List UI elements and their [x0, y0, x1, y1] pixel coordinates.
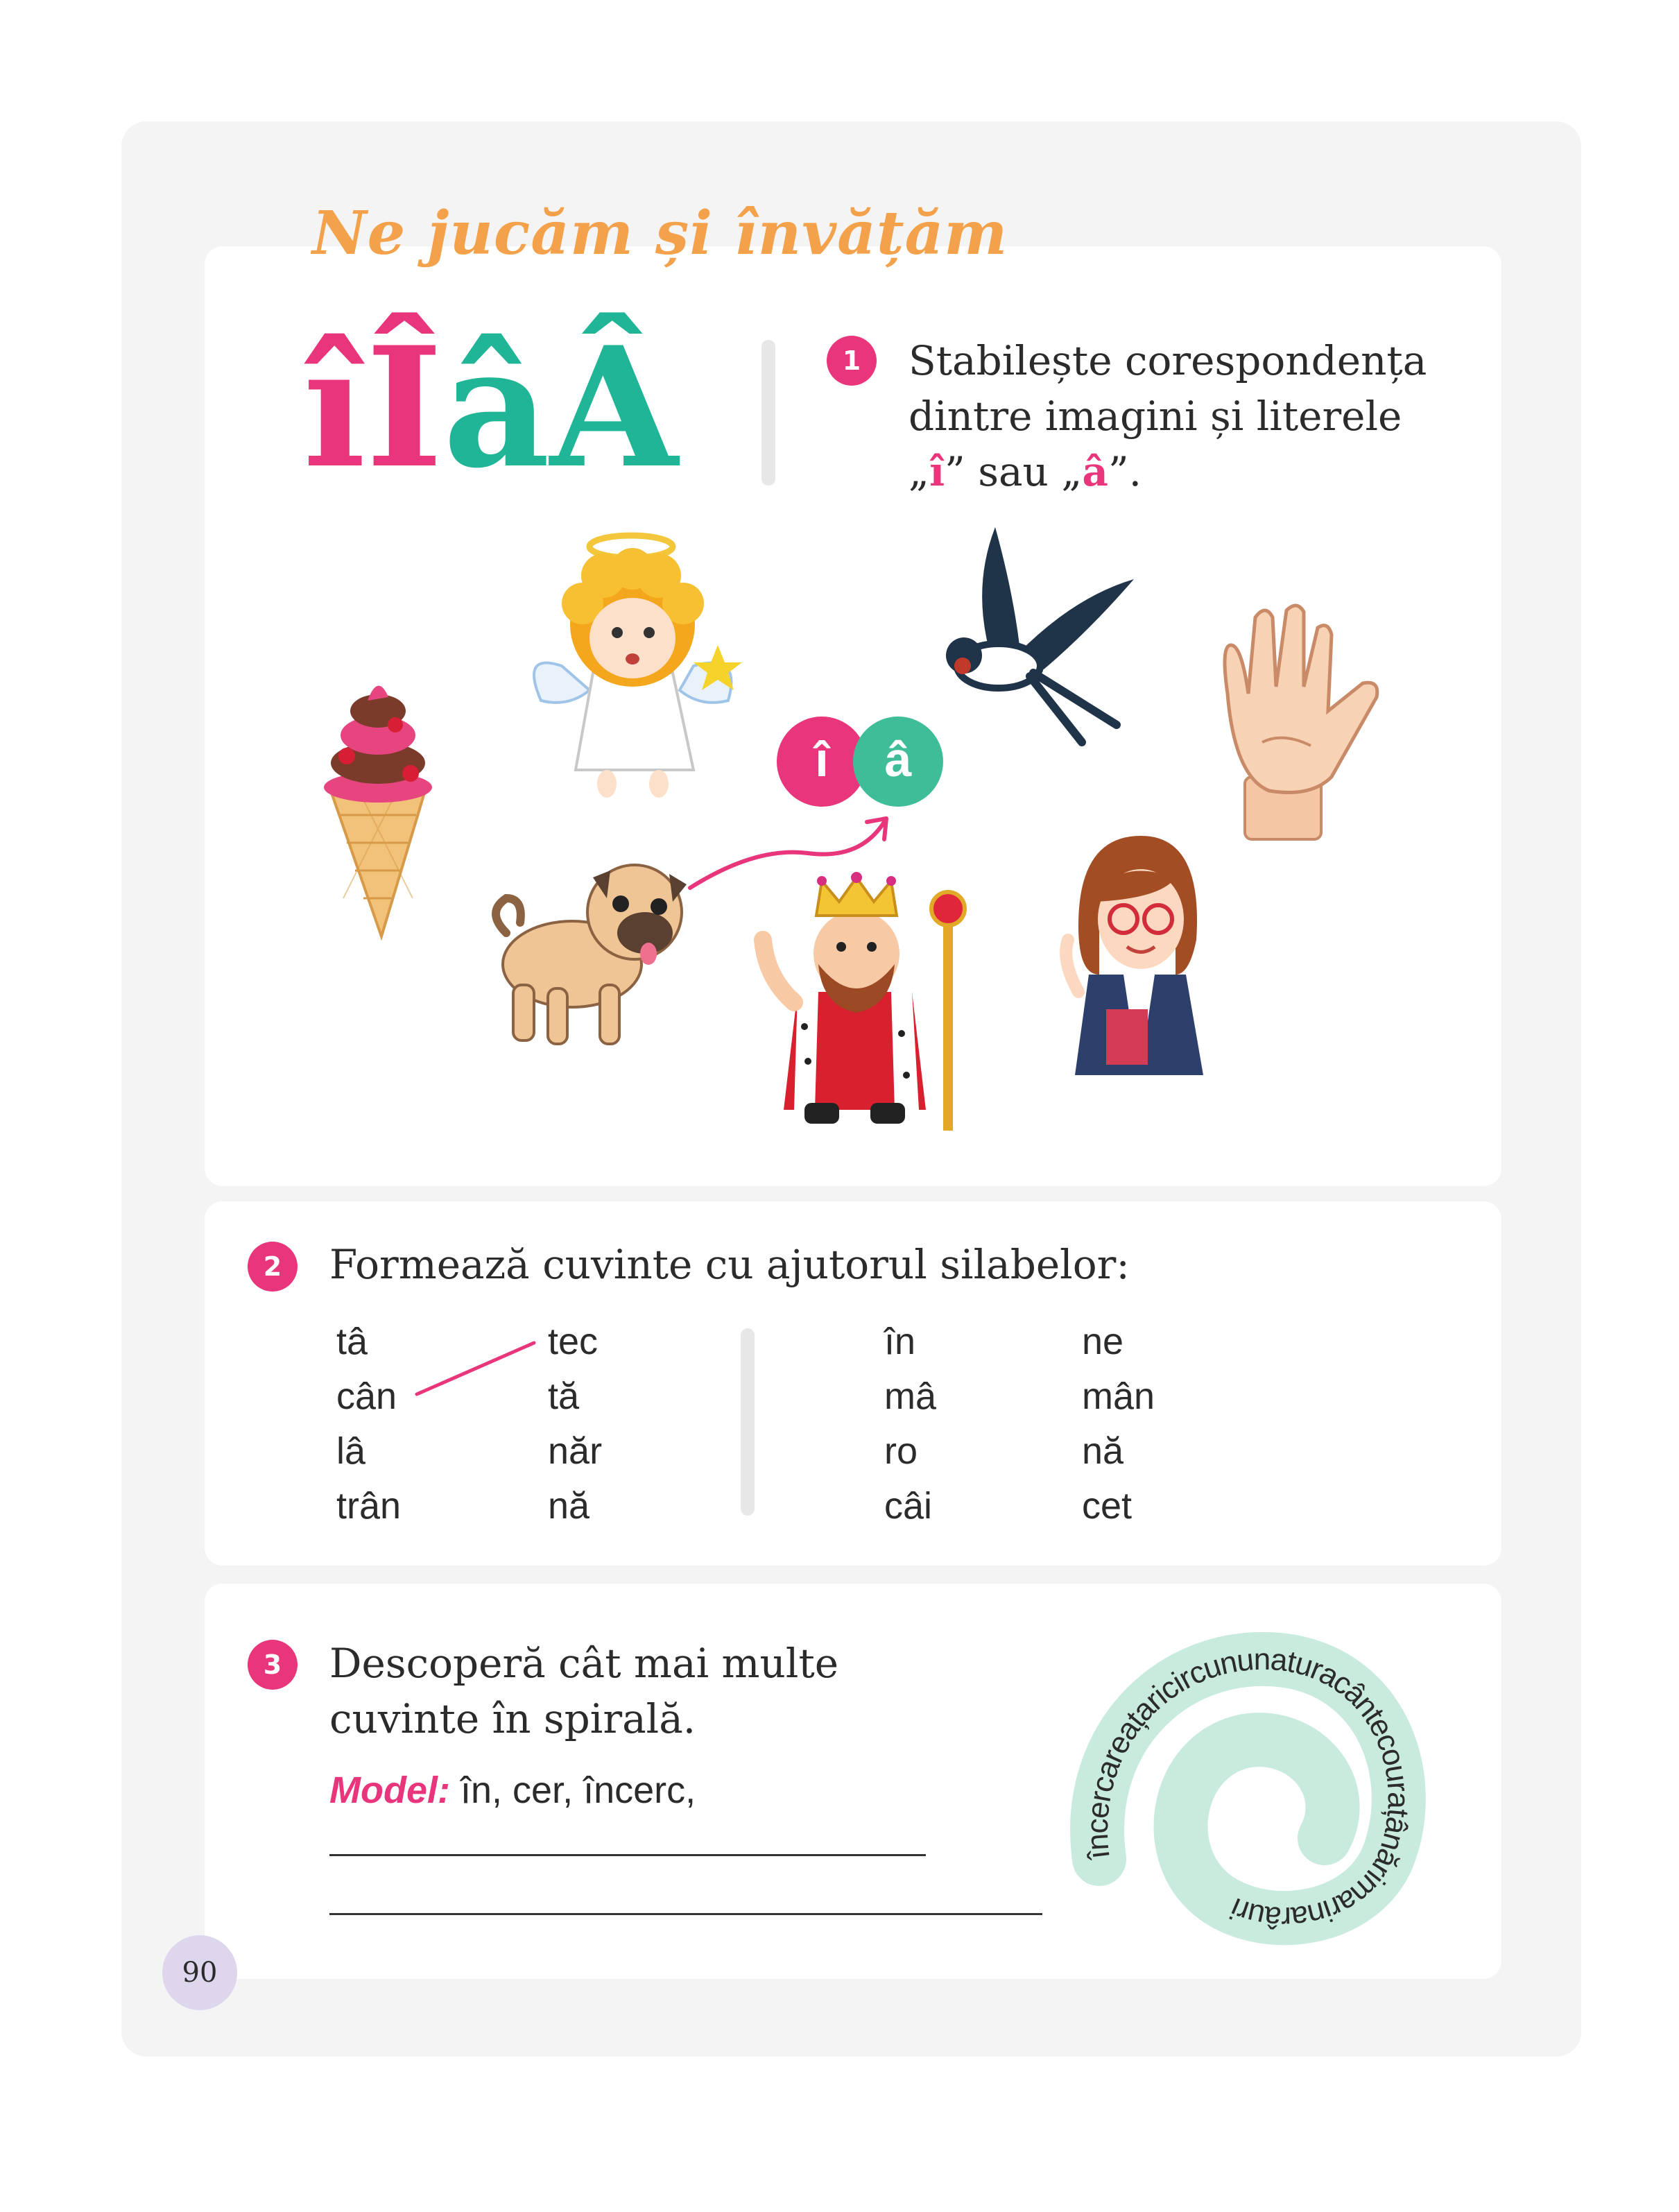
letter-i-capital: Î: [365, 311, 443, 505]
section-title: Ne jucăm și învățăm: [312, 198, 1008, 268]
letter-a-capital: Â: [549, 311, 678, 505]
exercise-2-instruction: Formează cuvinte cu ajutorul silabelor:: [329, 1241, 1130, 1288]
model-label: Model:: [329, 1769, 450, 1811]
exercise-1-instruction: [909, 333, 1427, 499]
highlight-letter-i: î: [929, 448, 945, 495]
model-text: în, cer, încerc,: [449, 1769, 696, 1811]
badge-i[interactable]: î: [777, 717, 867, 807]
syllables-group2-left: [884, 1314, 936, 1534]
ice-cream-icon[interactable]: [319, 676, 437, 940]
syllable[interactable]: tec: [548, 1321, 599, 1362]
exercise-1-line-1: Stabilește corespondența: [909, 337, 1427, 384]
letter-a-small: â: [442, 311, 550, 505]
king-icon[interactable]: [752, 874, 981, 1131]
exercise-1-line-3: [909, 444, 1427, 499]
hand-icon[interactable]: [1207, 603, 1387, 843]
angel-icon[interactable]: [534, 527, 763, 805]
exercise-3-instruction: [329, 1636, 838, 1747]
page-number: 90: [162, 1935, 237, 2010]
syllables-group1-right: [548, 1314, 602, 1534]
syllable[interactable]: tâ: [336, 1321, 368, 1362]
syllables-group1-left: [336, 1314, 401, 1534]
divider: [761, 340, 775, 486]
word-spiral: [1040, 1609, 1429, 1942]
model-example: [329, 1769, 696, 1812]
divider: [741, 1328, 755, 1516]
syllable[interactable]: câi: [884, 1485, 933, 1527]
syllable[interactable]: în: [884, 1321, 916, 1362]
big-letters: [303, 311, 678, 505]
quote-sau: ” sau „: [945, 448, 1083, 495]
exercise-1-line-2: dintre imagini și literele: [909, 393, 1402, 440]
pug-icon[interactable]: [489, 850, 690, 1051]
spiral-text: încercareațaricircununaturacântecourațânărimarinarâuri: [1080, 1642, 1415, 1935]
exercise-3-number: 3: [248, 1640, 298, 1690]
quote-open: „: [909, 448, 930, 495]
syllable[interactable]: tă: [548, 1375, 580, 1417]
connector-line: [415, 1341, 536, 1396]
syllable[interactable]: cet: [1082, 1485, 1133, 1527]
exercise-3-line-1: Descoperă cât mai multe: [329, 1640, 839, 1687]
teacher-icon[interactable]: [1058, 836, 1217, 1079]
swallow-icon[interactable]: [915, 527, 1137, 749]
answer-line-1[interactable]: [329, 1854, 926, 1856]
syllable[interactable]: nă: [1082, 1430, 1124, 1472]
syllable[interactable]: năr: [548, 1430, 603, 1472]
syllable[interactable]: cân: [336, 1375, 397, 1417]
syllable[interactable]: mân: [1082, 1375, 1155, 1417]
answer-line-2[interactable]: [329, 1913, 1042, 1915]
exercise-1-number: 1: [827, 336, 877, 386]
syllable[interactable]: trân: [336, 1485, 402, 1527]
syllable[interactable]: ne: [1082, 1321, 1124, 1362]
exercise-3-line-2: cuvinte în spirală.: [329, 1695, 696, 1742]
highlight-letter-a: â: [1082, 448, 1108, 495]
quote-close: ”.: [1108, 448, 1142, 495]
syllable[interactable]: lâ: [336, 1430, 366, 1472]
badge-a[interactable]: â: [853, 717, 943, 807]
letter-i-small: î: [303, 311, 366, 505]
syllable[interactable]: ro: [884, 1430, 918, 1472]
exercise-2-number: 2: [248, 1242, 298, 1292]
syllable[interactable]: mâ: [884, 1375, 937, 1417]
syllables-group2-right: [1082, 1314, 1155, 1534]
syllable[interactable]: nă: [548, 1485, 590, 1527]
